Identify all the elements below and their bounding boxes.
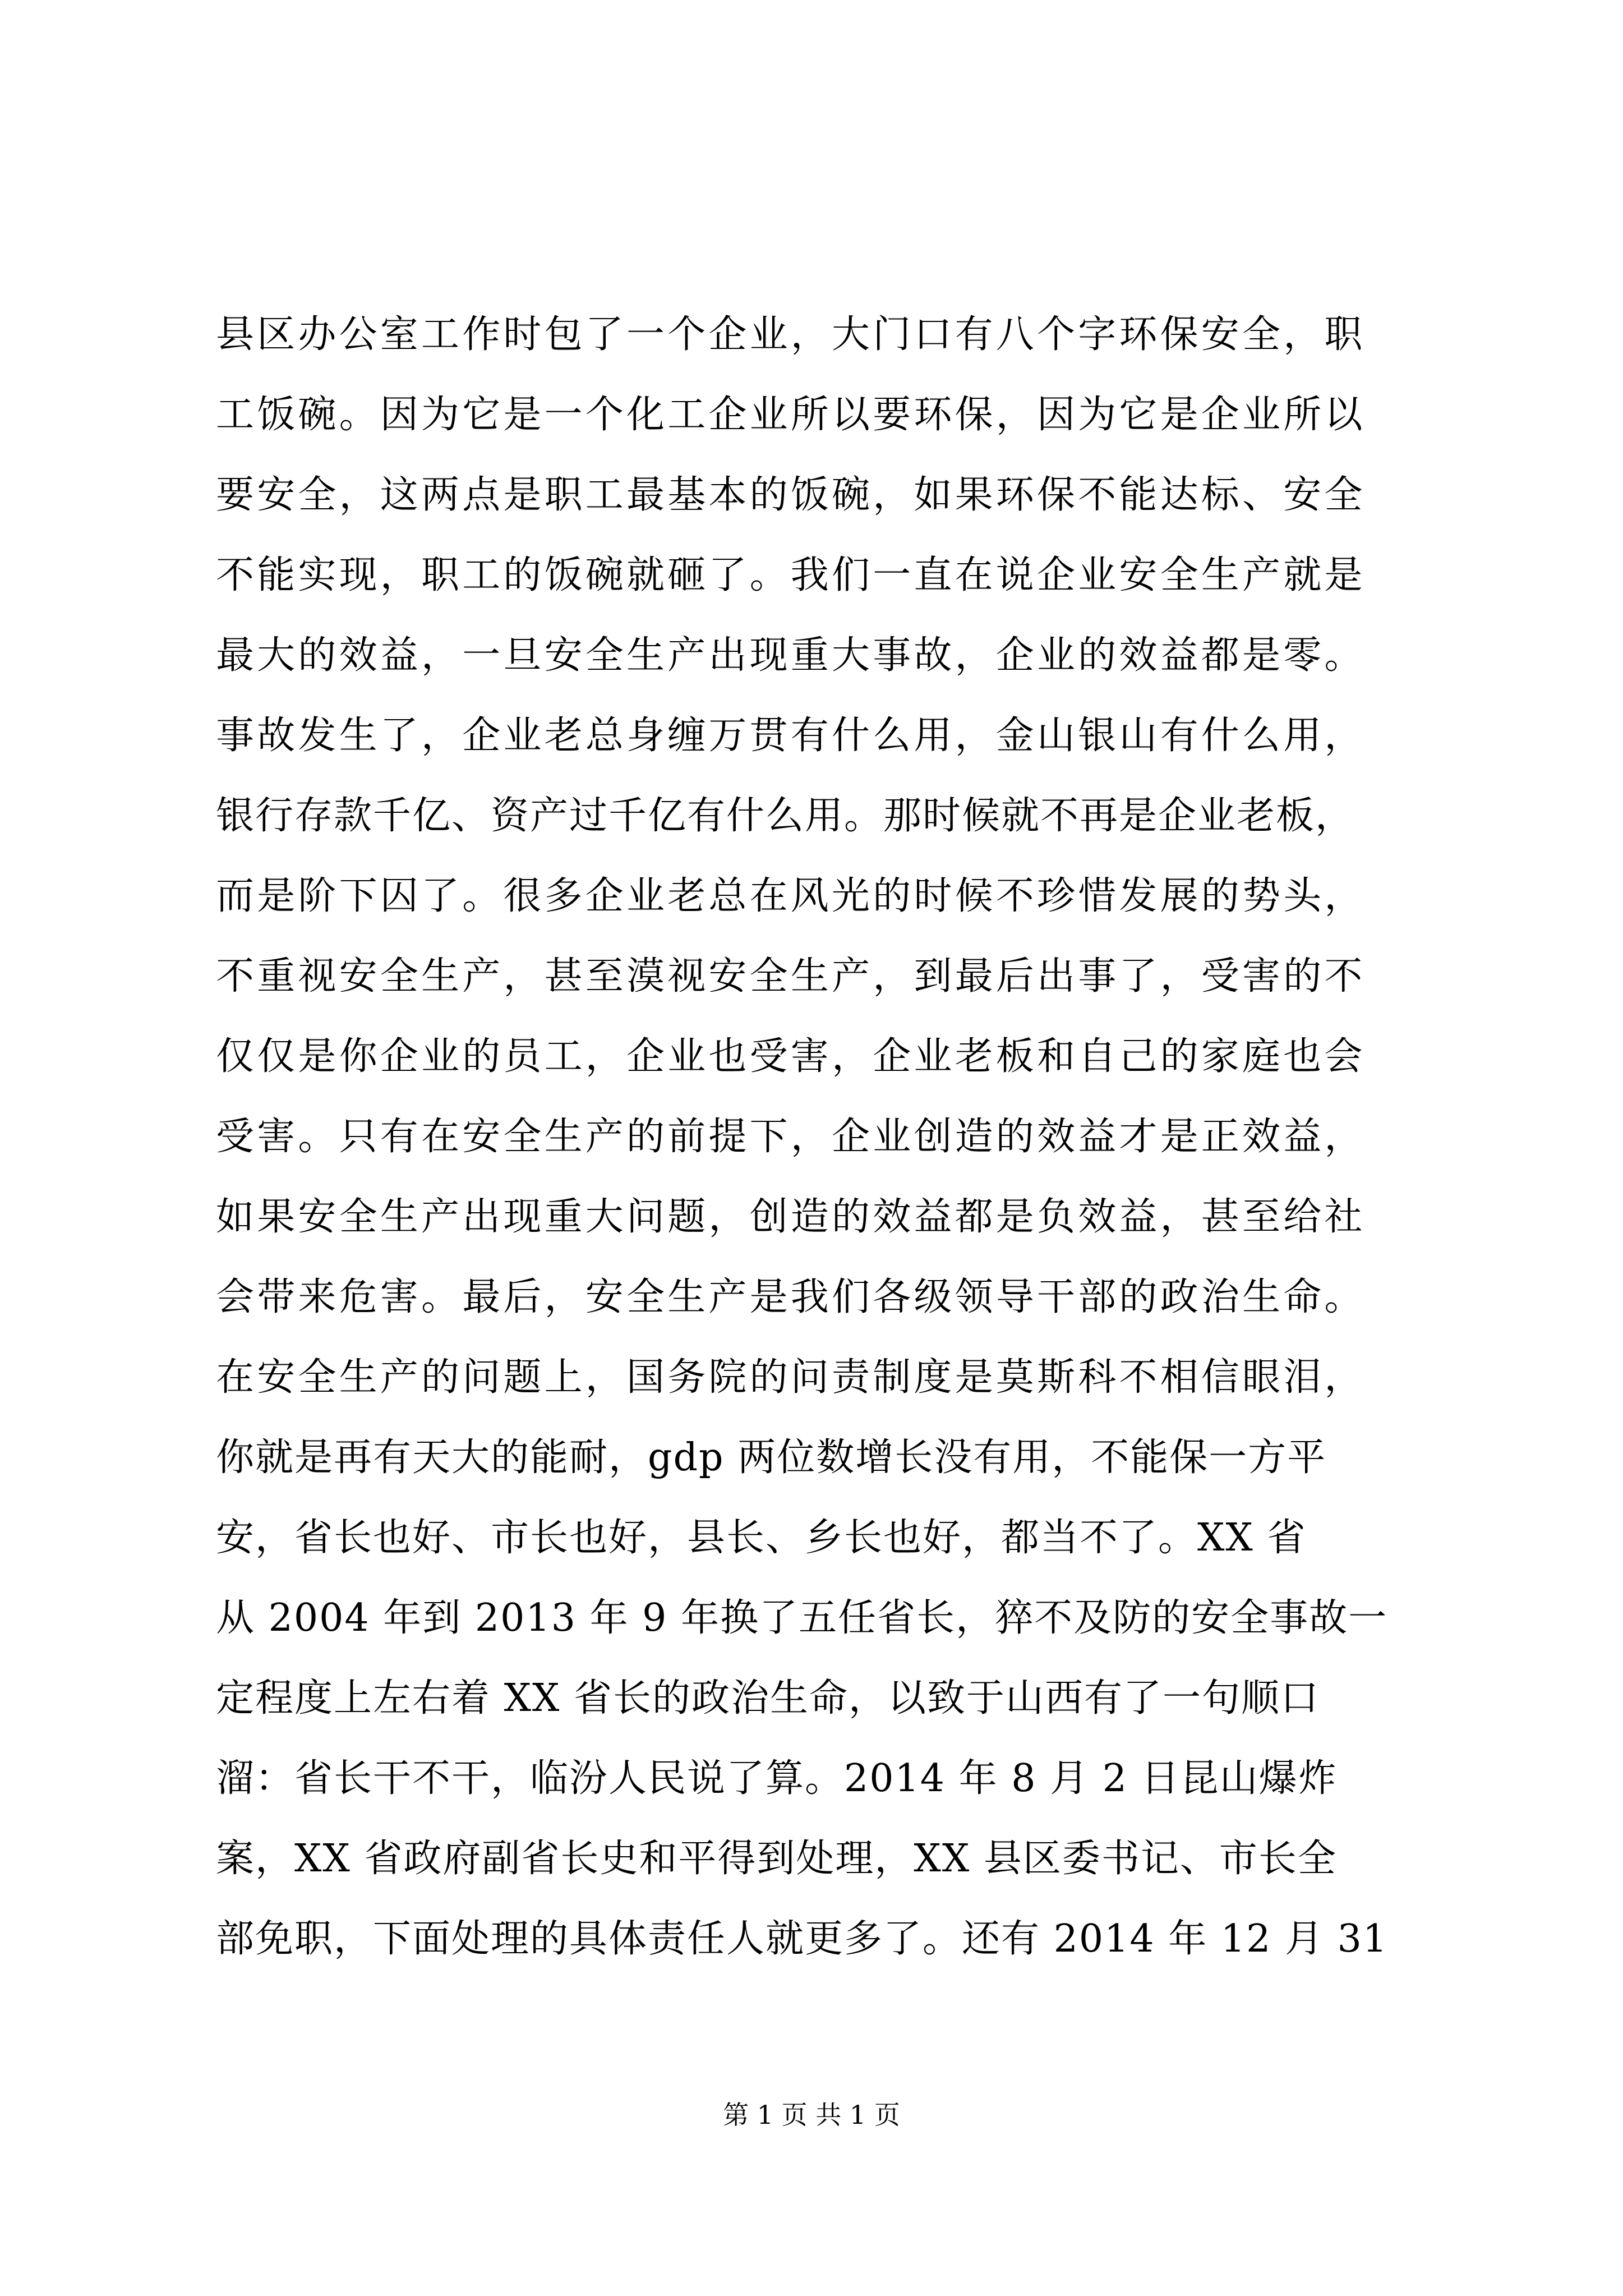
text-line: 溜：省长干不干，临汾人民说了算。2014 年 8 月 2 日昆山爆炸 [216, 1756, 1338, 1801]
body-text [216, 295, 1413, 1979]
text-line: 工饭碗。因为它是一个化工企业所以要环保，因为它是企业所以 [216, 393, 1366, 437]
text-line: 事故发生了，企业老总身缠万贯有什么用，金山银山有什么用， [216, 714, 1366, 758]
text-line: 不能实现，职工的饭碗就砸了。我们一直在说企业安全生产就是 [216, 553, 1366, 597]
text-line: 如果安全生产出现重大问题，创造的效益都是负效益，甚至给社 [216, 1195, 1366, 1239]
text-line: 定程度上左右着 XX 省长的政治生命，以致于山西有了一句顺口 [216, 1676, 1320, 1720]
page-number-footer: 第 1 页 共 1 页 [723, 2100, 900, 2130]
text-line: 仅仅是你企业的员工，企业也受害，企业老板和自己的家庭也会 [216, 1034, 1366, 1079]
text-line: 而是阶下囚了。很多企业老总在风光的时候不珍惜发展的势头， [216, 874, 1366, 918]
text-line: 会带来危害。最后，安全生产是我们各级领导干部的政治生命。 [216, 1275, 1366, 1319]
text-line: 受害。只有在安全生产的前提下，企业创造的效益才是正效益， [216, 1115, 1366, 1159]
text-line: 在安全生产的问题上，国务院的问责制度是莫斯科不相信眼泪， [216, 1355, 1366, 1400]
text-line: 案，XX 省政府副省长史和平得到处理，XX 县区委书记、市长全 [216, 1837, 1337, 1881]
text-line: 部免职，下面处理的具体责任人就更多了。还有 2014 年 12 月 31 [216, 1917, 1389, 1961]
text-line: 你就是再有天大的能耐，gdp 两位数增长没有用，不能保一方平 [216, 1435, 1327, 1480]
text-line: 不重视安全生产，甚至漠视安全生产，到最后出事了，受害的不 [216, 954, 1366, 999]
text-line: 银行存款千亿、资产过千亿有什么用。那时候就不再是企业老板， [216, 794, 1355, 838]
text-line: 安，省长也好、市长也好，县长、乡长也好，都当不了。XX 省 [216, 1516, 1307, 1560]
text-line: 要安全，这两点是职工最基本的饭碗，如果环保不能达标、安全 [216, 473, 1366, 517]
text-line: 从 2004 年到 2013 年 9 年换了五任省长，猝不及防的安全事故一 [216, 1596, 1388, 1640]
text-line: 县区办公室工作时包了一个企业，大门口有八个字环保安全，职 [216, 312, 1366, 357]
text-line: 最大的效益，一旦安全生产出现重大事故，企业的效益都是零。 [216, 633, 1366, 678]
